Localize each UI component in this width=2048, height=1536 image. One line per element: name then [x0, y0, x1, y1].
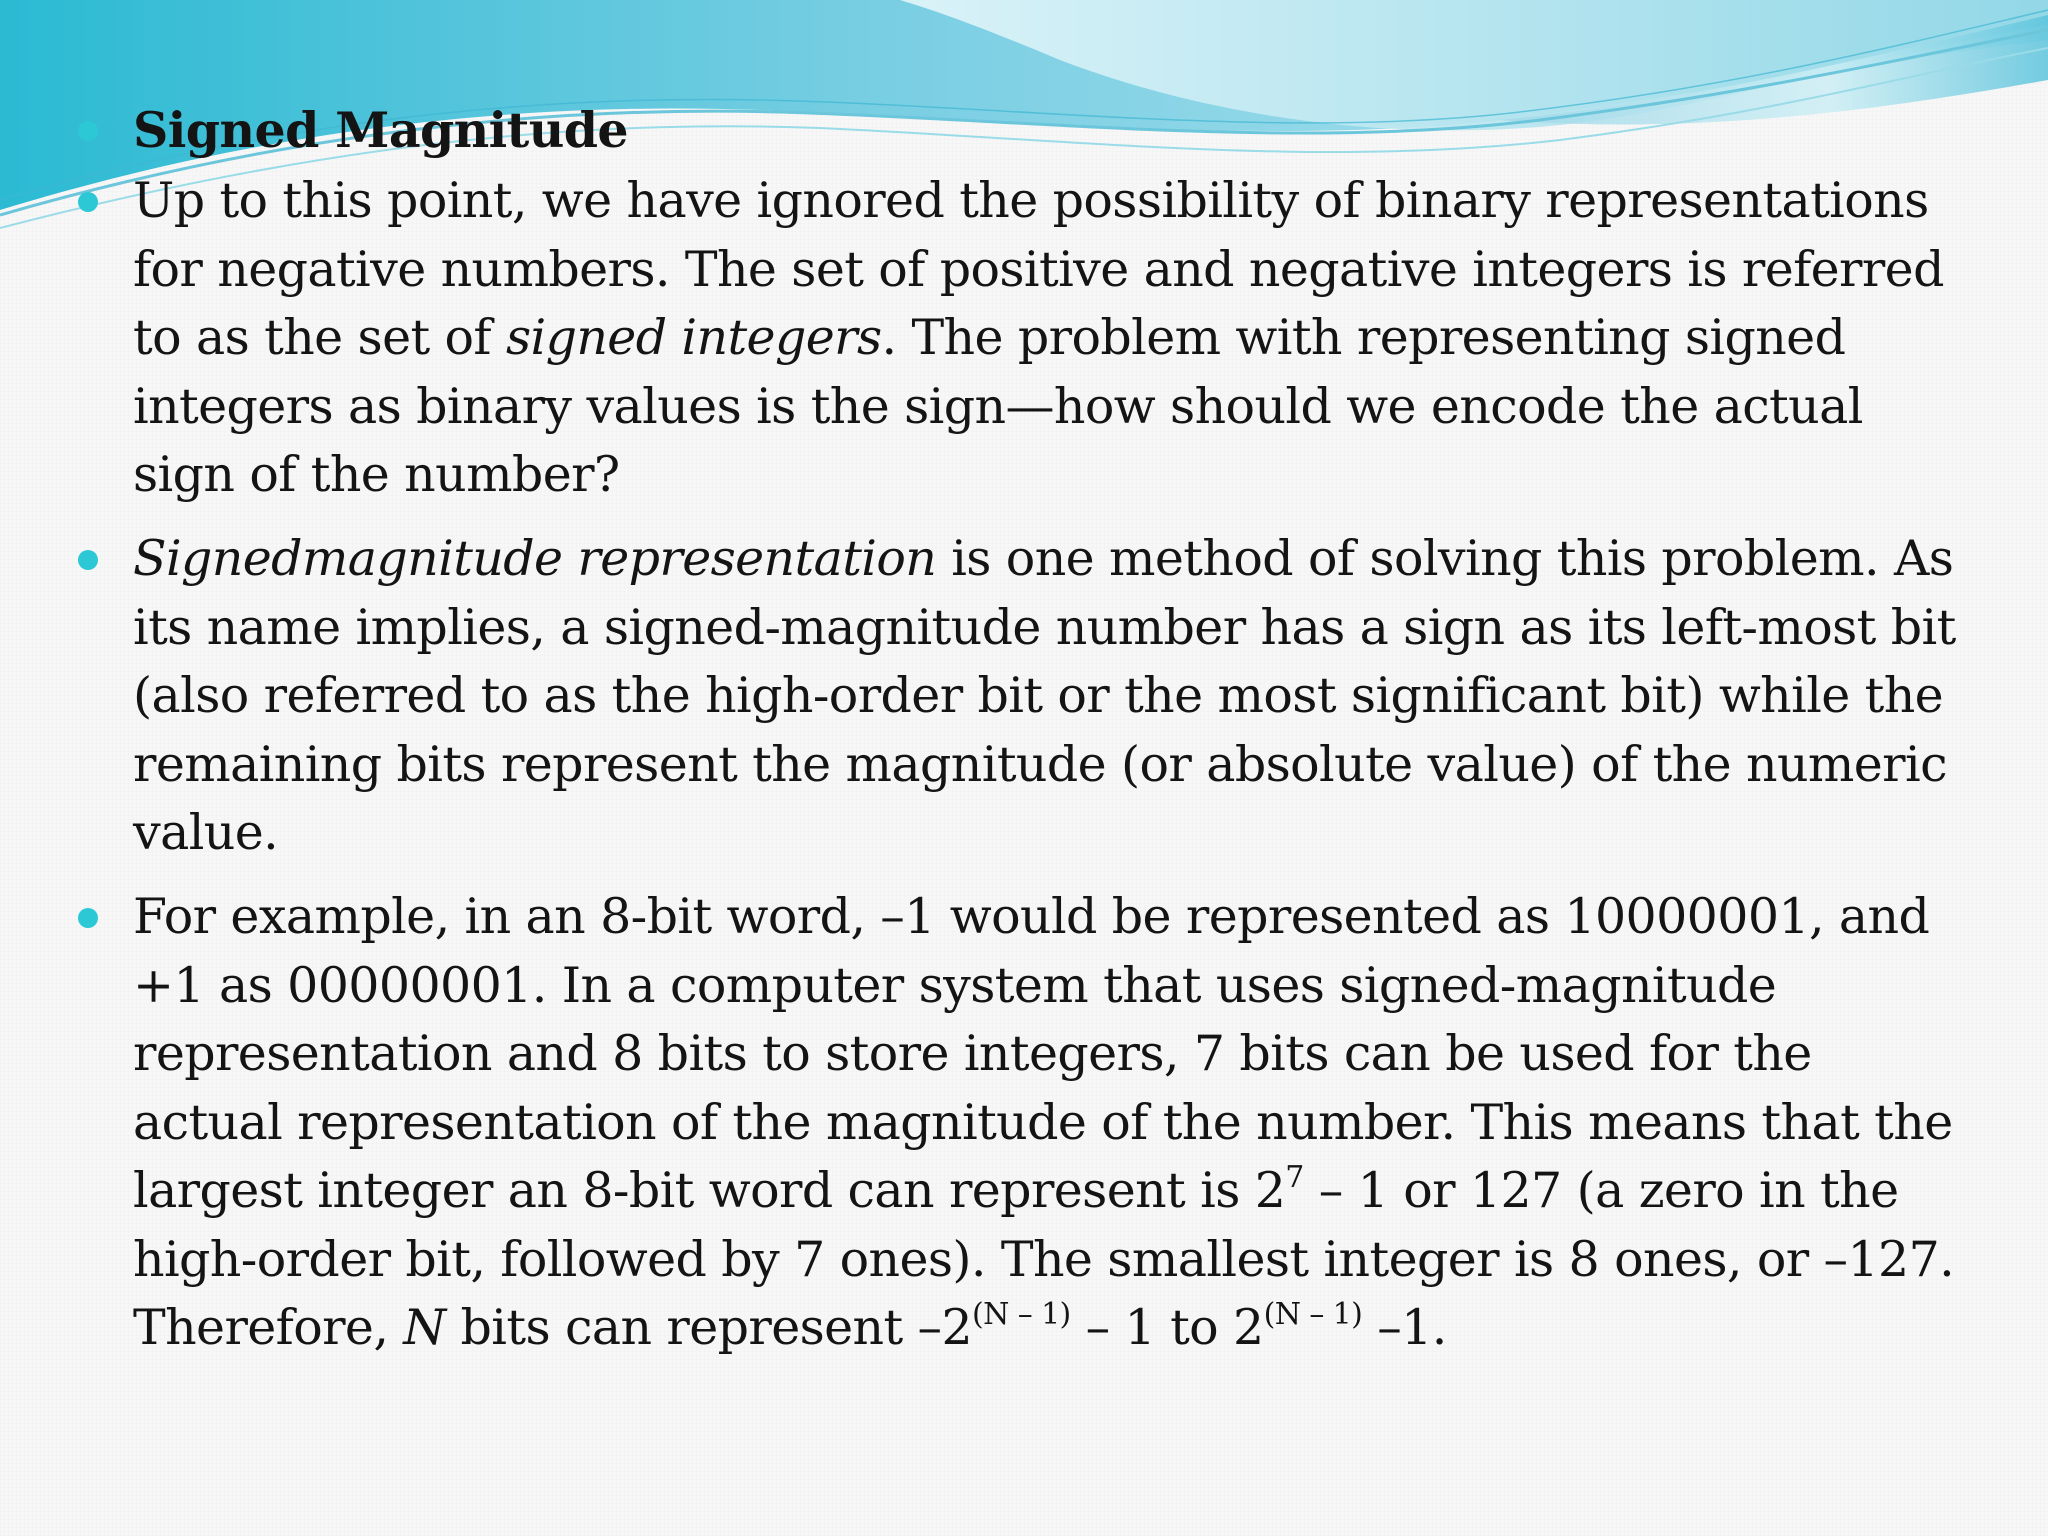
paragraph-text: . The problem with representing signed integers as binary values is the sign—how should we encode the actual sign of the number?	[133, 309, 1863, 504]
bullet-list	[70, 96, 1970, 1378]
paragraph-text: – 1 to 2	[1070, 1298, 1264, 1356]
bullet-example	[70, 883, 1970, 1362]
paragraph-text: is one method of solving this problem. As its name implies, a signed-magnitude number has a sign as its left-most bit (also referred to as the high-order bit or the most significant bit) while the remaining bits represent the magnitude (or absolute value) of the numeric value.	[133, 530, 1956, 862]
paragraph-text: bits can represent –2	[445, 1298, 973, 1356]
paragraph-text: For example, in an 8-bit word, –1 would be represented as 10000001, and +1 as 00000001. In a computer system that uses signed-magnitude representation and 8 bits to store integers, 7 bits can be used for the actual representation of the magnitude of the number. This means that the largest integer an 8-bit word can represent is 2	[133, 888, 1953, 1220]
paragraph-text: –1.	[1362, 1298, 1447, 1356]
superscript: 7	[1285, 1160, 1304, 1196]
bullet-dot-icon	[78, 908, 98, 928]
bullet-dot-icon	[78, 550, 98, 570]
emphasis-text: signed integers	[505, 309, 882, 367]
bullet-heading	[70, 96, 1970, 165]
slide-heading: Signed Magnitude	[133, 101, 628, 159]
emphasis-text: Signedmagnitude representation	[133, 530, 937, 588]
superscript: (N – 1)	[972, 1296, 1071, 1332]
bullet-signed-magnitude	[70, 525, 1970, 867]
bullet-signed-integers	[70, 167, 1970, 509]
superscript: (N – 1)	[1263, 1296, 1363, 1332]
emphasis-text: N	[403, 1298, 446, 1356]
paragraph-text: Up to this point, we have ignored the possibility of binary representations for negative numbers. The set of positive and negative integers is referred to as the set of	[133, 172, 1944, 367]
bullet-dot-icon	[78, 121, 98, 141]
paragraph-text: – 1 or 127 (a zero in the high-order bit, followed by 7 ones). The smallest integer is 8 ones, or –127. Therefore,	[133, 1162, 1955, 1356]
bullet-dot-icon	[78, 192, 98, 212]
